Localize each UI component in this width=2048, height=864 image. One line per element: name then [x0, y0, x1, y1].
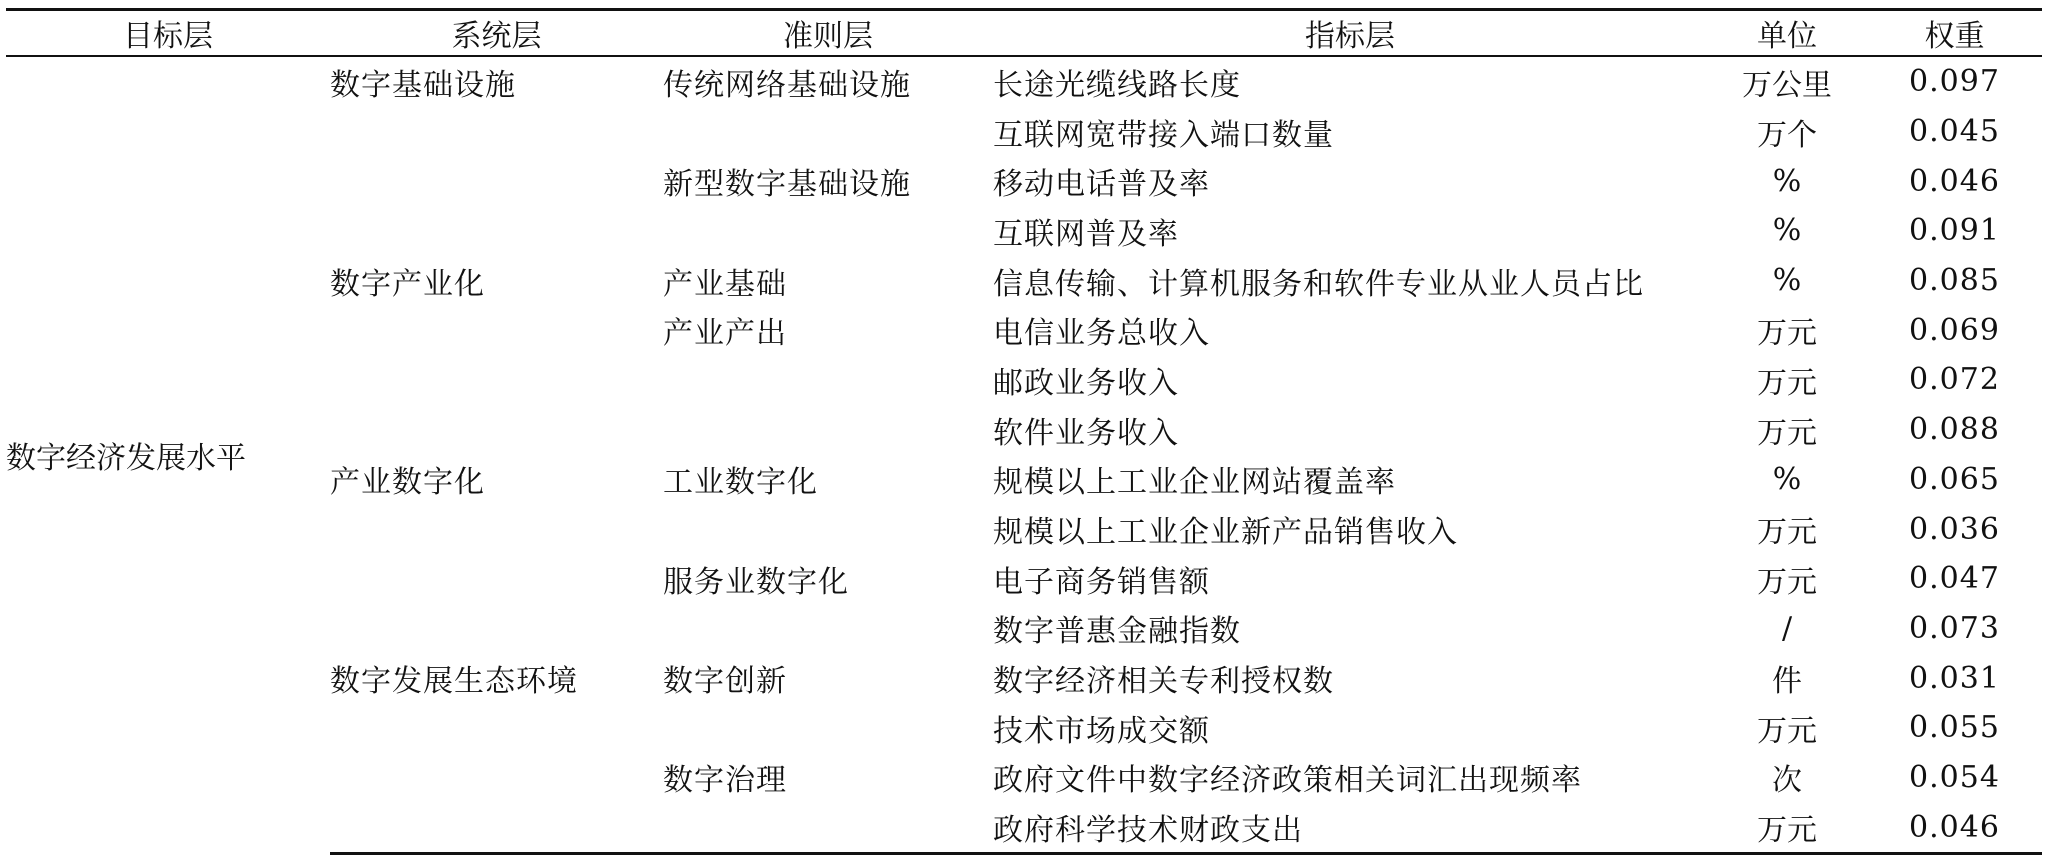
unit-cell: 万个 — [1757, 117, 1817, 153]
indicator-cell: 互联网宽带接入端口数量 — [993, 117, 1334, 153]
weight-cell: 0.046 — [1909, 163, 2000, 199]
system-cell: 数字发展生态环境 — [330, 664, 578, 700]
indicator-cell: 政府科学技术财政支出 — [993, 802, 1707, 853]
criteria-cell — [663, 802, 993, 853]
weight-cell: 0.031 — [1909, 660, 2000, 696]
header-target-layer: 目标层 — [6, 10, 330, 57]
unit-cell: % — [1772, 263, 1802, 299]
indicator-cell: 数字经济相关专利授权数 — [993, 664, 1334, 700]
header-system-layer: 系统层 — [330, 10, 663, 57]
table-row — [6, 56, 2042, 107]
header-indicator-layer: 指标层 — [993, 10, 1707, 57]
indicator-cell: 数字普惠金融指数 — [993, 614, 1241, 650]
system-cell — [330, 703, 663, 753]
indicator-cell: 移动电话普及率 — [993, 167, 1210, 203]
criteria-cell — [663, 355, 993, 405]
indicator-cell: 技术市场成交额 — [993, 713, 1210, 749]
header-unit: 单位 — [1707, 10, 1867, 57]
weight-cell: 0.069 — [1909, 312, 2000, 348]
unit-cell: % — [1772, 461, 1802, 497]
indicator-cell: 规模以上工业企业新产品销售收入 — [993, 515, 1458, 551]
system-cell — [330, 305, 663, 355]
unit-cell: 件 — [1772, 664, 1802, 700]
unit-cell: 万元 — [1757, 316, 1817, 352]
criteria-cell: 数字治理 — [663, 763, 787, 799]
weight-cell: 0.091 — [1909, 213, 2000, 249]
system-cell — [330, 753, 663, 803]
criteria-cell — [663, 206, 993, 256]
indicator-cell: 邮政业务收入 — [993, 365, 1179, 401]
criteria-cell: 工业数字化 — [663, 465, 818, 501]
system-cell — [330, 355, 663, 405]
system-cell — [330, 206, 663, 256]
unit-cell: 万元 — [1707, 802, 1867, 853]
system-cell — [330, 504, 663, 554]
weight-cell: 0.085 — [1909, 263, 2000, 299]
criteria-cell: 产业基础 — [663, 266, 787, 302]
weight-cell: 0.073 — [1909, 610, 2000, 646]
unit-cell: 万元 — [1757, 515, 1817, 551]
weight-cell: 0.047 — [1909, 561, 2000, 597]
weight-cell: 0.072 — [1909, 362, 2000, 398]
criteria-cell — [663, 504, 993, 554]
indicator-cell: 软件业务收入 — [993, 415, 1179, 451]
table-body — [6, 56, 2042, 854]
header-criteria-layer: 准则层 — [663, 10, 993, 57]
system-cell — [330, 405, 663, 455]
criteria-cell: 数字创新 — [663, 664, 787, 700]
weight-cell: 0.088 — [1909, 412, 2000, 448]
header-weight: 权重 — [1867, 10, 2042, 57]
weight-cell: 0.054 — [1909, 759, 2000, 795]
system-cell: 数字基础设施 — [330, 67, 516, 103]
unit-cell: % — [1772, 213, 1802, 249]
indicator-cell: 互联网普及率 — [993, 216, 1179, 252]
indicator-weight-table — [6, 8, 2042, 855]
system-cell — [330, 156, 663, 206]
unit-cell: 万元 — [1757, 415, 1817, 451]
weight-cell: 0.036 — [1909, 511, 2000, 547]
criteria-cell: 服务业数字化 — [663, 564, 849, 600]
criteria-cell: 新型数字基础设施 — [663, 167, 911, 203]
criteria-cell: 传统网络基础设施 — [663, 67, 911, 103]
indicator-cell: 规模以上工业企业网站覆盖率 — [993, 465, 1396, 501]
unit-cell: 万公里 — [1742, 67, 1832, 103]
unit-cell: 万元 — [1757, 564, 1817, 600]
unit-cell: 万元 — [1757, 713, 1817, 749]
unit-cell: % — [1772, 163, 1802, 199]
criteria-cell — [663, 405, 993, 455]
indicator-cell: 政府文件中数字经济政策相关词汇出现频率 — [993, 763, 1582, 799]
weight-cell: 0.097 — [1909, 64, 2000, 100]
indicator-cell: 信息传输、计算机服务和软件专业从业人员占比 — [993, 266, 1644, 302]
table-header — [6, 10, 2042, 57]
system-cell: 产业数字化 — [330, 465, 485, 501]
unit-cell: / — [1781, 610, 1793, 646]
indicator-cell: 长途光缆线路长度 — [993, 67, 1241, 103]
weight-cell: 0.046 — [1867, 802, 2042, 853]
unit-cell: 次 — [1772, 763, 1802, 799]
indicator-cell: 电子商务销售额 — [993, 564, 1210, 600]
system-cell: 数字产业化 — [330, 266, 485, 302]
system-cell — [330, 107, 663, 157]
weight-cell: 0.045 — [1909, 114, 2000, 150]
unit-cell: 万元 — [1757, 365, 1817, 401]
criteria-cell — [663, 703, 993, 753]
system-cell — [330, 554, 663, 604]
indicator-cell: 电信业务总收入 — [993, 316, 1210, 352]
target-layer-cell: 数字经济发展水平 — [6, 441, 246, 477]
system-cell — [330, 802, 663, 853]
weight-cell: 0.055 — [1909, 710, 2000, 746]
system-cell — [330, 604, 663, 654]
criteria-cell: 产业产出 — [663, 316, 787, 352]
weight-cell: 0.065 — [1909, 461, 2000, 497]
criteria-cell — [663, 107, 993, 157]
criteria-cell — [663, 604, 993, 654]
header-row — [6, 10, 2042, 57]
